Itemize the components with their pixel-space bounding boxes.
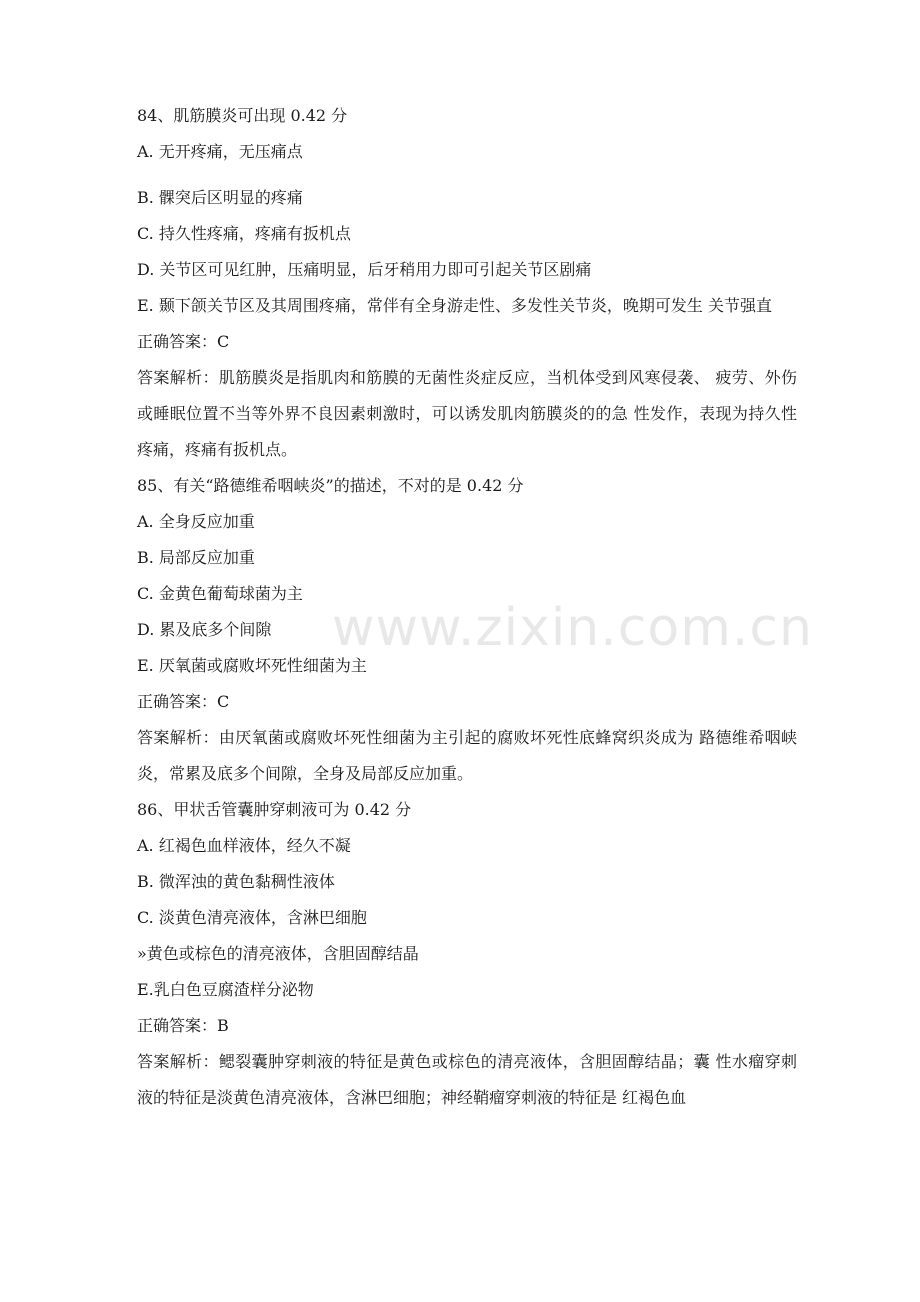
answer-analysis: 答案解析：由厌氧菌或腐败坏死性细菌为主引起的腐败坏死性底蜂窝织炎成为 路德维希咽峡炎，常累及底多个间隙，全身及局部反应加重。 xyxy=(137,728,797,783)
option-c: C. 金黄色葡萄球菌为主 xyxy=(137,584,303,603)
question-stem: 86、甲状舌管囊肿穿刺液可为 0.42 分 xyxy=(137,800,412,819)
watermark: www.zixin.com.cn xyxy=(332,598,813,658)
question-stem: 85、有关“路德维希咽峡炎”的描述，不对的是 0.42 分 xyxy=(137,476,524,495)
correct-answer: 正确答案：C xyxy=(137,692,230,711)
question-85 xyxy=(137,468,797,792)
option-b: B. 髁突后区明显的疼痛 xyxy=(137,188,303,207)
answer-analysis: 答案解析：鳃裂囊肿穿刺液的特征是黄色或棕色的清亮液体，含胆固醇结晶；囊 性水瘤穿刺液的特征是淡黄色清亮液体，含淋巴细胞；神经鞘瘤穿刺液的特征是 红褐色血 xyxy=(137,1052,797,1107)
option-d: »黄色或棕色的清亮液体，含胆固醇结晶 xyxy=(137,944,419,963)
option-b: B. 微浑浊的黄色黏稠性液体 xyxy=(137,872,335,891)
option-a: A. 全身反应加重 xyxy=(137,512,255,531)
option-d: D. 累及底多个间隙 xyxy=(137,620,272,639)
option-c: C. 持久性疼痛，疼痛有扳机点 xyxy=(137,224,351,243)
option-b: B. 局部反应加重 xyxy=(137,548,255,567)
option-a: A. 无开疼痛，无压痛点 xyxy=(137,142,303,161)
question-86 xyxy=(137,792,797,1116)
option-e: E. 厌氧菌或腐败坏死性细菌为主 xyxy=(137,656,367,675)
question-stem: 84、肌筋膜炎可出现 0.42 分 xyxy=(137,106,348,125)
correct-answer: 正确答案：C xyxy=(137,332,230,351)
option-c: C. 淡黄色清亮液体，含淋巴细胞 xyxy=(137,908,367,927)
option-d: D. 关节区可见红肿，压痛明显，后牙稍用力即可引起关节区剧痛 xyxy=(137,260,592,279)
option-a: A. 红褐色血样液体，经久不凝 xyxy=(137,836,351,855)
option-e: E.乳白色豆腐渣样分泌物 xyxy=(137,980,314,999)
answer-analysis: 答案解析：肌筋膜炎是指肌肉和筋膜的无菌性炎症反应，当机体受到风寒侵袭、 疲劳、外伤或睡眠位置不当等外界不良因素刺激时，可以诱发肌肉筋膜炎的的急 性发作，表现为持久性疼痛，疼痛有扳机点。 xyxy=(137,368,797,459)
correct-answer: 正确答案：B xyxy=(137,1016,229,1035)
question-84 xyxy=(137,98,797,468)
document-page xyxy=(137,98,797,1116)
option-e: E. 颞下颌关节区及其周围疼痛，常伴有全身游走性、多发性关节炎，晚期可发生 关节强直 xyxy=(137,296,772,315)
